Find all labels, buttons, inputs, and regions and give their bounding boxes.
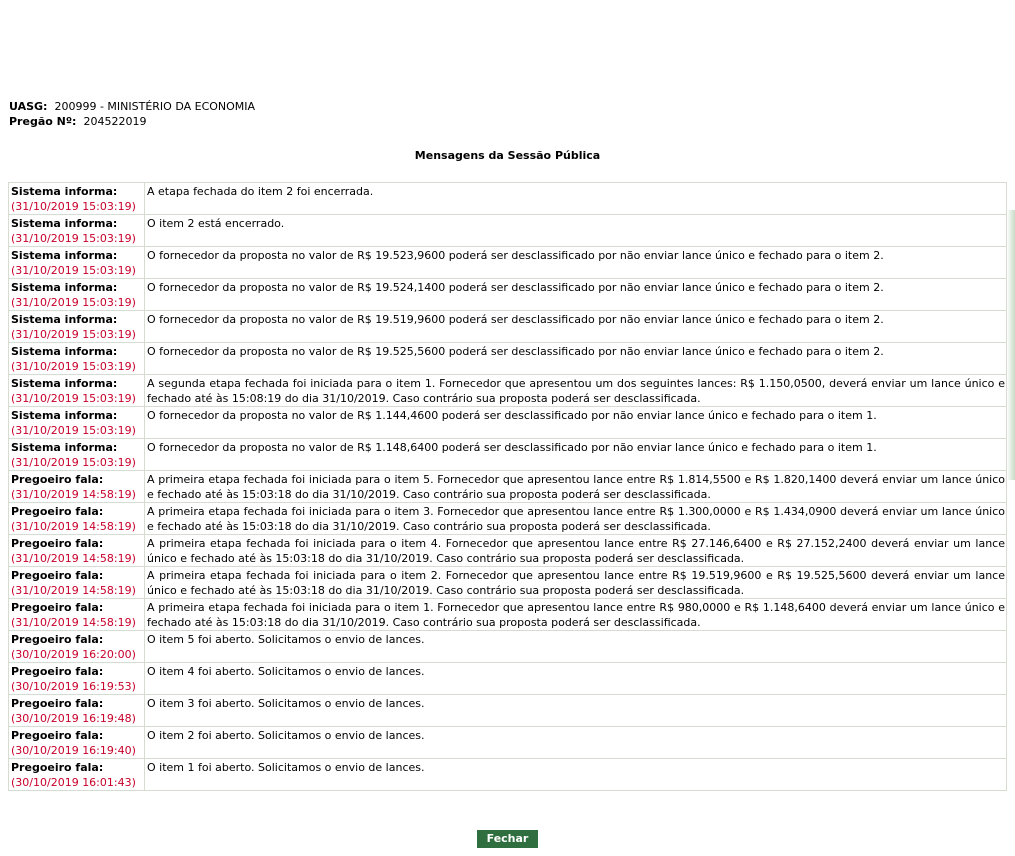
message-row <box>9 631 1007 663</box>
pregao-line <box>9 114 255 129</box>
message-row <box>9 311 1007 343</box>
message-sender-cell <box>9 695 145 727</box>
message-sender-cell <box>9 439 145 471</box>
message-timestamp: (31/10/2019 14:58:19) <box>11 584 136 597</box>
message-actor: Pregoeiro fala: <box>11 505 104 518</box>
message-sender-cell <box>9 279 145 311</box>
message-text: A primeira etapa fechada foi iniciada para o item 1. Fornecedor que apresentou lance entre R$ 980,0000 e R$ 1.148,6400 deverá enviar um lance único e fechado até às 15:03:18 do dia 31/10/2019. Caso contrário sua proposta poderá ser desclassificada. <box>145 599 1007 631</box>
message-actor: Sistema informa: <box>11 377 118 390</box>
message-row <box>9 215 1007 247</box>
message-row <box>9 663 1007 695</box>
message-text: A primeira etapa fechada foi iniciada para o item 5. Fornecedor que apresentou lance entre R$ 1.814,5500 e R$ 1.820,1400 deverá enviar um lance único e fechado até às 15:03:18 do dia 31/10/2019. Caso contrário sua proposta poderá ser desclassificada. <box>145 471 1007 503</box>
message-sender-cell <box>9 759 145 791</box>
message-text: O item 2 foi aberto. Solicitamos o envio de lances. <box>145 727 1007 759</box>
message-timestamp: (31/10/2019 15:03:19) <box>11 328 136 341</box>
message-sender-cell <box>9 343 145 375</box>
message-text: O fornecedor da proposta no valor de R$ 1.148,6400 poderá ser desclassificado por não enviar lance único e fechado para o item 1. <box>145 439 1007 471</box>
message-timestamp: (31/10/2019 15:03:19) <box>11 232 136 245</box>
message-text: A etapa fechada do item 2 foi encerrada. <box>145 183 1007 215</box>
message-sender-cell <box>9 503 145 535</box>
message-row <box>9 599 1007 631</box>
message-timestamp: (30/10/2019 16:20:00) <box>11 648 136 661</box>
message-timestamp: (31/10/2019 14:58:19) <box>11 616 136 629</box>
message-text: O item 5 foi aberto. Solicitamos o envio de lances. <box>145 631 1007 663</box>
message-text: O item 2 está encerrado. <box>145 215 1007 247</box>
message-sender-cell <box>9 599 145 631</box>
message-text: O fornecedor da proposta no valor de R$ 1.144,4600 poderá ser desclassificado por não enviar lance único e fechado para o item 1. <box>145 407 1007 439</box>
message-text: O item 3 foi aberto. Solicitamos o envio de lances. <box>145 695 1007 727</box>
message-text: O fornecedor da proposta no valor de R$ 19.525,5600 poderá ser desclassificado por não enviar lance único e fechado para o item 2. <box>145 343 1007 375</box>
message-sender-cell <box>9 567 145 599</box>
message-text: O fornecedor da proposta no valor de R$ 19.523,9600 poderá ser desclassificado por não enviar lance único e fechado para o item 2. <box>145 247 1007 279</box>
message-actor: Sistema informa: <box>11 249 118 262</box>
message-text: A primeira etapa fechada foi iniciada para o item 3. Fornecedor que apresentou lance entre R$ 1.300,0000 e R$ 1.434,0900 deverá enviar um lance único e fechado até às 15:03:18 do dia 31/10/2019. Caso contrário sua proposta poderá ser desclassificada. <box>145 503 1007 535</box>
message-text: O item 4 foi aberto. Solicitamos o envio de lances. <box>145 663 1007 695</box>
message-sender-cell <box>9 215 145 247</box>
page-title: Mensagens da Sessão Pública <box>414 149 601 162</box>
uasg-line <box>9 99 255 114</box>
pregao-value: 204522019 <box>83 115 147 128</box>
message-timestamp: (31/10/2019 14:58:19) <box>11 520 136 533</box>
header-info <box>9 99 255 129</box>
message-timestamp: (31/10/2019 15:03:19) <box>11 392 136 405</box>
message-row <box>9 375 1007 407</box>
message-actor: Sistema informa: <box>11 313 118 326</box>
message-sender-cell <box>9 631 145 663</box>
message-row <box>9 343 1007 375</box>
message-actor: Sistema informa: <box>11 345 118 358</box>
message-actor: Pregoeiro fala: <box>11 473 104 486</box>
message-actor: Pregoeiro fala: <box>11 697 104 710</box>
message-text: A segunda etapa fechada foi iniciada para o item 1. Fornecedor que apresentou um dos seguintes lances: R$ 1.150,0500, deverá enviar um lance único e fechado até às 15:08:19 do dia 31/10/2019. Caso contrário sua proposta poderá ser desclassificada. <box>145 375 1007 407</box>
message-sender-cell <box>9 375 145 407</box>
message-actor: Sistema informa: <box>11 409 118 422</box>
message-row <box>9 183 1007 215</box>
message-timestamp: (31/10/2019 15:03:19) <box>11 424 136 437</box>
message-timestamp: (30/10/2019 16:19:48) <box>11 712 136 725</box>
message-row <box>9 727 1007 759</box>
message-sender-cell <box>9 535 145 567</box>
message-timestamp: (30/10/2019 16:19:53) <box>11 680 136 693</box>
message-timestamp: (31/10/2019 15:03:19) <box>11 264 136 277</box>
message-text: O fornecedor da proposta no valor de R$ 19.524,1400 poderá ser desclassificado por não enviar lance único e fechado para o item 2. <box>145 279 1007 311</box>
message-row <box>9 759 1007 791</box>
message-row <box>9 247 1007 279</box>
message-timestamp: (31/10/2019 15:03:19) <box>11 200 136 213</box>
message-actor: Sistema informa: <box>11 281 118 294</box>
message-timestamp: (31/10/2019 14:58:19) <box>11 552 136 565</box>
message-actor: Sistema informa: <box>11 441 118 454</box>
message-sender-cell <box>9 727 145 759</box>
message-row <box>9 567 1007 599</box>
message-row <box>9 279 1007 311</box>
message-row <box>9 407 1007 439</box>
button-bar <box>0 830 1015 848</box>
message-actor: Sistema informa: <box>11 217 118 230</box>
message-timestamp: (31/10/2019 15:03:19) <box>11 456 136 469</box>
message-timestamp: (31/10/2019 15:03:19) <box>11 360 136 373</box>
message-actor: Pregoeiro fala: <box>11 665 104 678</box>
message-sender-cell <box>9 663 145 695</box>
message-text: A primeira etapa fechada foi iniciada para o item 2. Fornecedor que apresentou lance entre R$ 19.519,9600 e R$ 19.525,5600 deverá enviar um lance único e fechado até às 15:03:18 do dia 31/10/2019. Caso contrário sua proposta poderá ser desclassificada. <box>145 567 1007 599</box>
message-text: O item 1 foi aberto. Solicitamos o envio de lances. <box>145 759 1007 791</box>
message-actor: Pregoeiro fala: <box>11 601 104 614</box>
message-actor: Pregoeiro fala: <box>11 569 104 582</box>
uasg-label: UASG: <box>9 100 48 113</box>
message-row <box>9 695 1007 727</box>
message-sender-cell <box>9 407 145 439</box>
message-row <box>9 471 1007 503</box>
message-sender-cell <box>9 471 145 503</box>
message-actor: Pregoeiro fala: <box>11 761 104 774</box>
uasg-value: 200999 - MINISTÉRIO DA ECONOMIA <box>54 100 256 113</box>
message-row <box>9 535 1007 567</box>
message-row <box>9 439 1007 471</box>
message-timestamp: (30/10/2019 16:19:40) <box>11 744 136 757</box>
message-actor: Pregoeiro fala: <box>11 633 104 646</box>
message-sender-cell <box>9 183 145 215</box>
message-timestamp: (30/10/2019 16:01:43) <box>11 776 136 789</box>
message-timestamp: (31/10/2019 14:58:19) <box>11 488 136 501</box>
message-actor: Pregoeiro fala: <box>11 729 104 742</box>
pregao-label: Pregão Nº: <box>9 115 77 128</box>
message-timestamp: (31/10/2019 15:03:19) <box>11 296 136 309</box>
close-button[interactable]: Fechar <box>477 830 539 848</box>
message-sender-cell <box>9 311 145 343</box>
message-sender-cell <box>9 247 145 279</box>
message-actor: Pregoeiro fala: <box>11 537 104 550</box>
messages-table <box>8 182 1007 791</box>
message-row <box>9 503 1007 535</box>
message-text: A primeira etapa fechada foi iniciada para o item 4. Fornecedor que apresentou lance entre R$ 27.146,6400 e R$ 27.152,2400 deverá enviar um lance único e fechado até às 15:03:18 do dia 31/10/2019. Caso contrário sua proposta poderá ser desclassificada. <box>145 535 1007 567</box>
message-actor: Sistema informa: <box>11 185 118 198</box>
side-decoration <box>1007 210 1015 480</box>
message-text: O fornecedor da proposta no valor de R$ 19.519,9600 poderá ser desclassificado por não enviar lance único e fechado para o item 2. <box>145 311 1007 343</box>
